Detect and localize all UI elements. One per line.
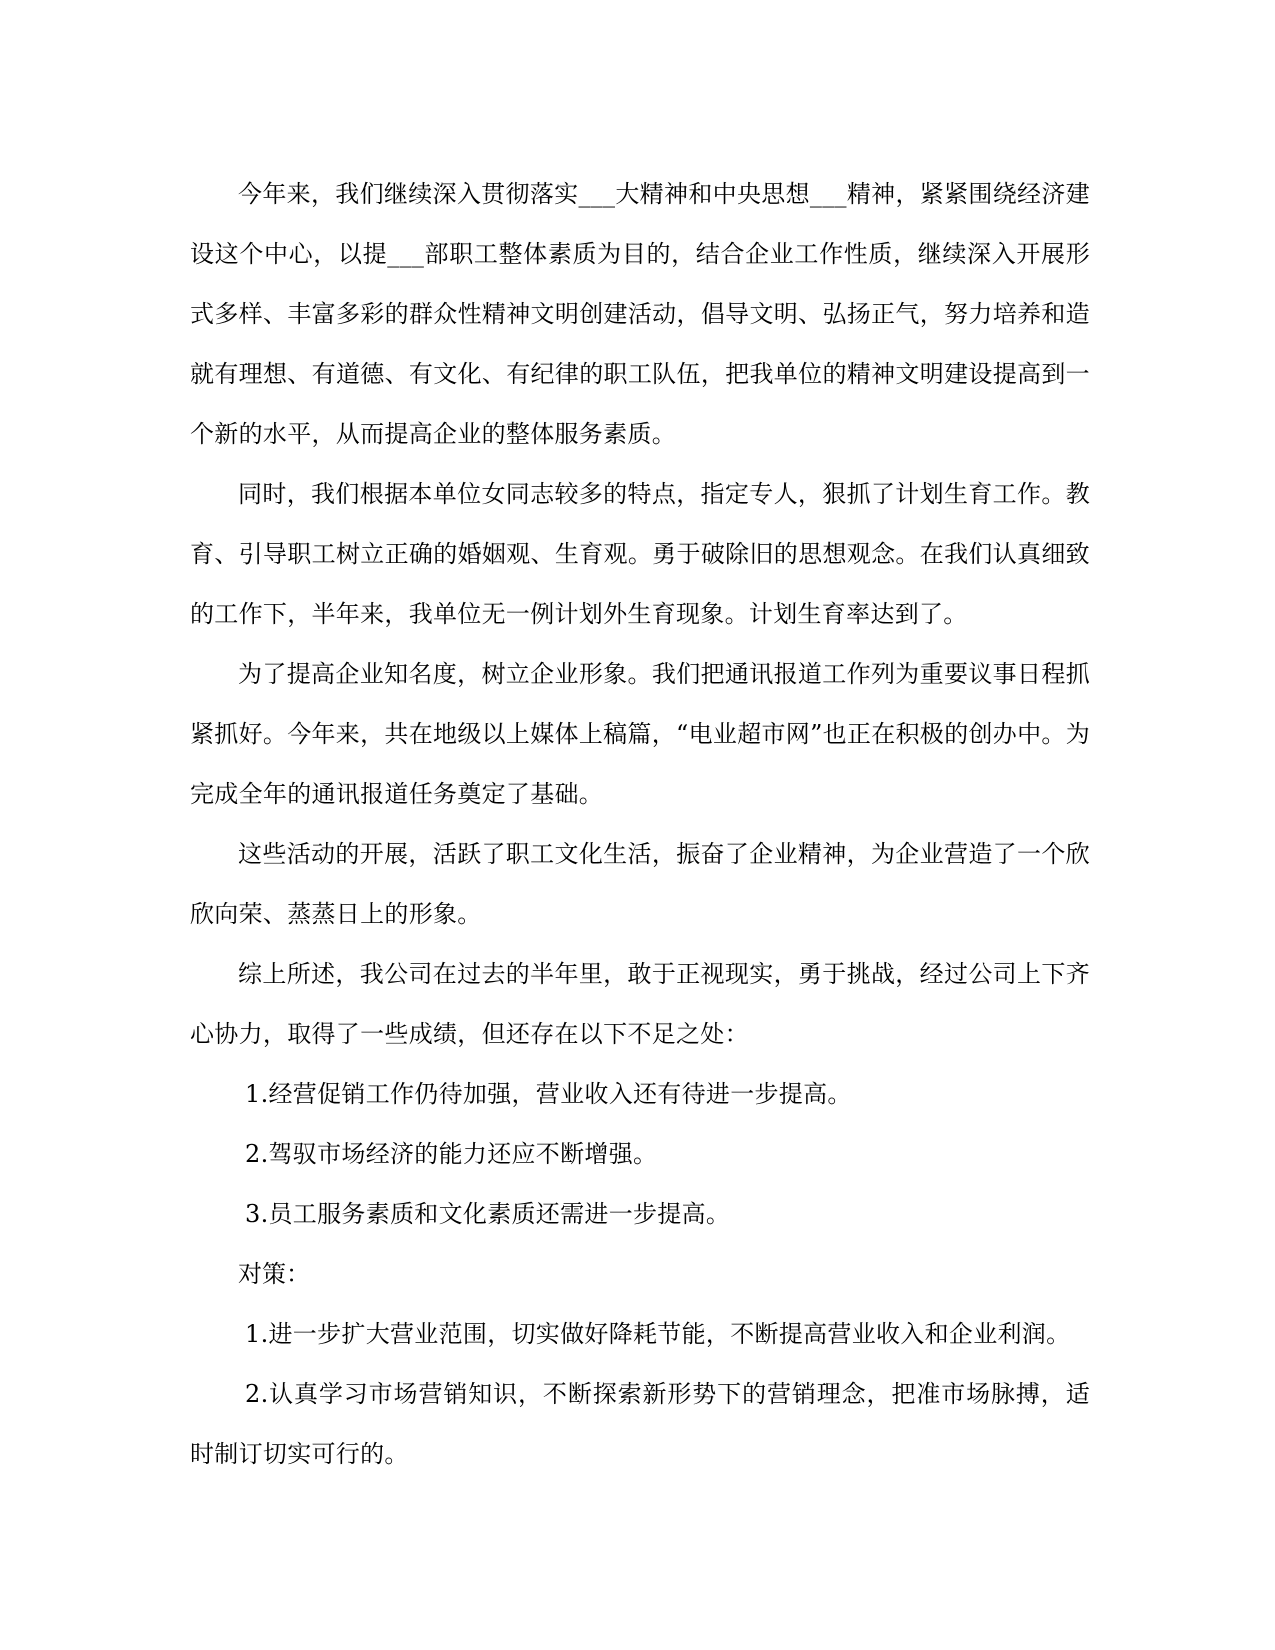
paragraph-family-planning: 同时，我们根据本单位女同志较多的特点，指定专人，狠抓了计划生育工作。教育、引导职工树立正确的婚姻观、生育观。勇于破除旧的思想观念。在我们认真细致的工作下，半年来，我单位无一例计划外生育现象。计划生育率达到了。 xyxy=(190,480,1090,628)
shortcoming-item-2: 2.驾驭市场经济的能力还应不断增强。 xyxy=(245,1140,658,1168)
countermeasure-item-1: 1.进一步扩大营业范围，切实做好降耗节能，不断提高营业收入和企业利润。 xyxy=(245,1320,1071,1348)
countermeasures-label: 对策： xyxy=(238,1260,310,1288)
countermeasure-item-2: 2.认真学习市场营销知识，不断探索新形势下的营销理念，把准市场脉搏，适时制订切实可行的。 xyxy=(190,1380,1090,1468)
shortcoming-item-1: 1.经营促销工作仍待加强，营业收入还有待进一步提高。 xyxy=(245,1080,852,1108)
document-body xyxy=(190,164,1090,1484)
paragraph-news-reporting: 为了提高企业知名度，树立企业形象。我们把通讯报道工作列为重要议事日程抓紧抓好。今年来，共在地级以上媒体上稿篇，“电业超市网”也正在积极的创办中。为完成全年的通讯报道任务奠定了基础。 xyxy=(190,660,1090,808)
shortcoming-item-3: 3.员工服务素质和文化素质还需进一步提高。 xyxy=(245,1200,731,1228)
paragraph-spiritual-civilization: 今年来，我们继续深入贯彻落实___大精神和中央思想___精神，紧紧围绕经济建设这个中心，以提___部职工整体素质为目的，结合企业工作性质，继续深入开展形式多样、丰富多彩的群众性精神文明创建活动，倡导文明、弘扬正气，努力培养和造就有理想、有道德、有文化、有纪律的职工队伍，把我单位的精神文明建设提高到一个新的水平，从而提高企业的整体服务素质。 xyxy=(190,180,1090,448)
paragraph-activities: 这些活动的开展，活跃了职工文化生活，振奋了企业精神，为企业营造了一个欣欣向荣、蒸蒸日上的形象。 xyxy=(190,840,1090,928)
paragraph-summary: 综上所述，我公司在过去的半年里，敢于正视现实，勇于挑战，经过公司上下齐心协力，取得了一些成绩，但还存在以下不足之处： xyxy=(190,960,1090,1048)
